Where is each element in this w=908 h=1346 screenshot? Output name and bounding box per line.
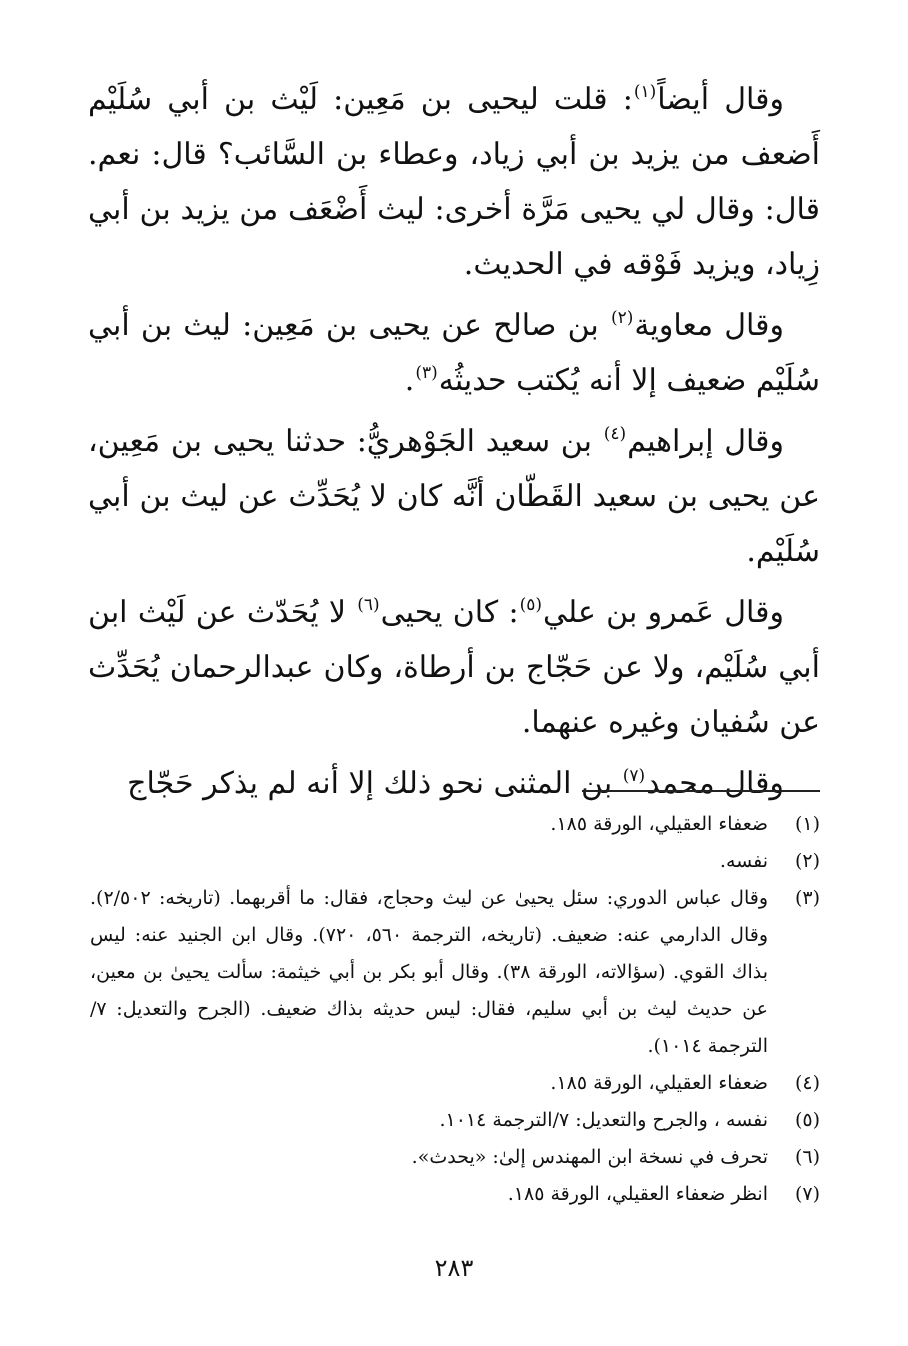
footnote: [90, 880, 820, 1065]
footnote-reference[interactable]: (٣): [415, 363, 438, 383]
footnote-number: (٦): [794, 1146, 820, 1168]
page-number: ٢٨٣: [434, 1254, 474, 1282]
text-run: بن المثنى نحو ذلك إلا أنه لم يذكر حَجّاج: [127, 766, 622, 801]
footnote-text: انظر ضعفاء العقيلي، الورقة ١٨٥.: [507, 1183, 768, 1205]
footnote-text: نفسه.: [719, 850, 768, 872]
footnote: [90, 1065, 820, 1102]
footnote-separator: [582, 790, 820, 792]
footnote-number: (٥): [794, 1109, 820, 1131]
footnote: [90, 1102, 820, 1139]
text-run: وقال إبراهيم: [627, 424, 784, 459]
text-run: .: [404, 363, 415, 398]
footnote-number: (٤): [794, 1072, 820, 1094]
footnote: [90, 1176, 820, 1213]
footnote-number: (٢): [794, 850, 820, 872]
paragraph: [88, 585, 820, 750]
footnote-reference[interactable]: (٢): [610, 308, 634, 328]
footnote-reference[interactable]: (٧): [622, 766, 646, 786]
footnote: [90, 1139, 820, 1176]
footnote: [90, 843, 820, 880]
text-run: وقال محمد: [646, 766, 784, 801]
text-run: وقال أيضاً: [657, 82, 784, 117]
footnote-text: ضعفاء العقيلي، الورقة ١٨٥.: [550, 813, 768, 835]
footnotes: [90, 806, 820, 1213]
footnote-text: نفسه ، والجرح والتعديل: ٧/الترجمة ١٠١٤.: [439, 1109, 768, 1131]
footnote-reference[interactable]: (٥): [519, 595, 543, 615]
footnote-text: وقال عباس الدوري: سئل يحيىٰ عن ليث وحجاج، فقال: ما أقربهما. (تاريخه: ٢/٥٠٢). وقال الدارمي عنه: ضعيف. (تاريخه، الترجمة ٥٦٠، ٧٢٠). وقال ابن الجنيد عنه: ليس بذاك القوي. (سؤالاته، الورقة ٣٨). وقال أبو بكر بن أبي خيثمة: سألت يحيىٰ بن معين، عن حديث ليث بن أبي سليم، فقال: ليس حديثه بذاك ضعيف. (الجرح والتعديل: ٧/الترجمة ١٠١٤).: [90, 887, 768, 1057]
footnote-text: ضعفاء العقيلي، الورقة ١٨٥.: [550, 1072, 768, 1094]
main-text: [88, 72, 820, 817]
text-run: بن صالح عن يحيى بن مَعِين: ليث بن أبي سُلَيْم ضعيف إلا أنه يُكتب حديثُه: [88, 308, 820, 398]
paragraph: [88, 756, 820, 811]
text-run: : كان يحيى: [380, 595, 519, 630]
footnote-number: (٧): [794, 1183, 820, 1205]
text-run: وقال عَمرو بن علي: [543, 595, 784, 630]
footnote-number: (٣): [794, 887, 820, 909]
text-run: لا يُحَدّث عن لَيْث ابن أبي سُلَيْم، ولا عن حَجّاج بن أرطاة، وكان عبدالرحمان يُحَدِّث عن سُفيان وغيره عنهما.: [88, 595, 820, 740]
footnote: [90, 806, 820, 843]
footnote-reference[interactable]: (٤): [603, 424, 627, 444]
paragraph: [88, 72, 820, 292]
footnote-text: تحرف في نسخة ابن المهندس إلىٰ: «يحدث».: [411, 1146, 768, 1168]
text-run: : قلت ليحيى بن مَعِين: لَيْث بن أبي سُلَيْم أَضعف من يزيد بن أبي زياد، وعطاء بن السَّائب؟ قال: نعم. قال: وقال لي يحيى مَرَّة أخرى: ليث أَضْعَف من يزيد بن أبي زِياد، ويزيد فَوْقه في الحديث.: [88, 82, 820, 282]
text-run: بن سعيد الجَوْهريُّ: حدثنا يحيى بن مَعِين، عن يحيى بن سعيد القَطّان أنَّه كان لا يُحَدِّث عن ليث بن أبي سُلَيْم.: [88, 424, 820, 569]
footnote-reference[interactable]: (٦): [357, 595, 380, 615]
paragraph: [88, 414, 820, 579]
text-run: وقال معاوية: [634, 308, 784, 343]
footnote-number: (١): [794, 813, 820, 835]
paragraph: [88, 298, 820, 408]
footnote-reference[interactable]: (١): [633, 82, 657, 102]
